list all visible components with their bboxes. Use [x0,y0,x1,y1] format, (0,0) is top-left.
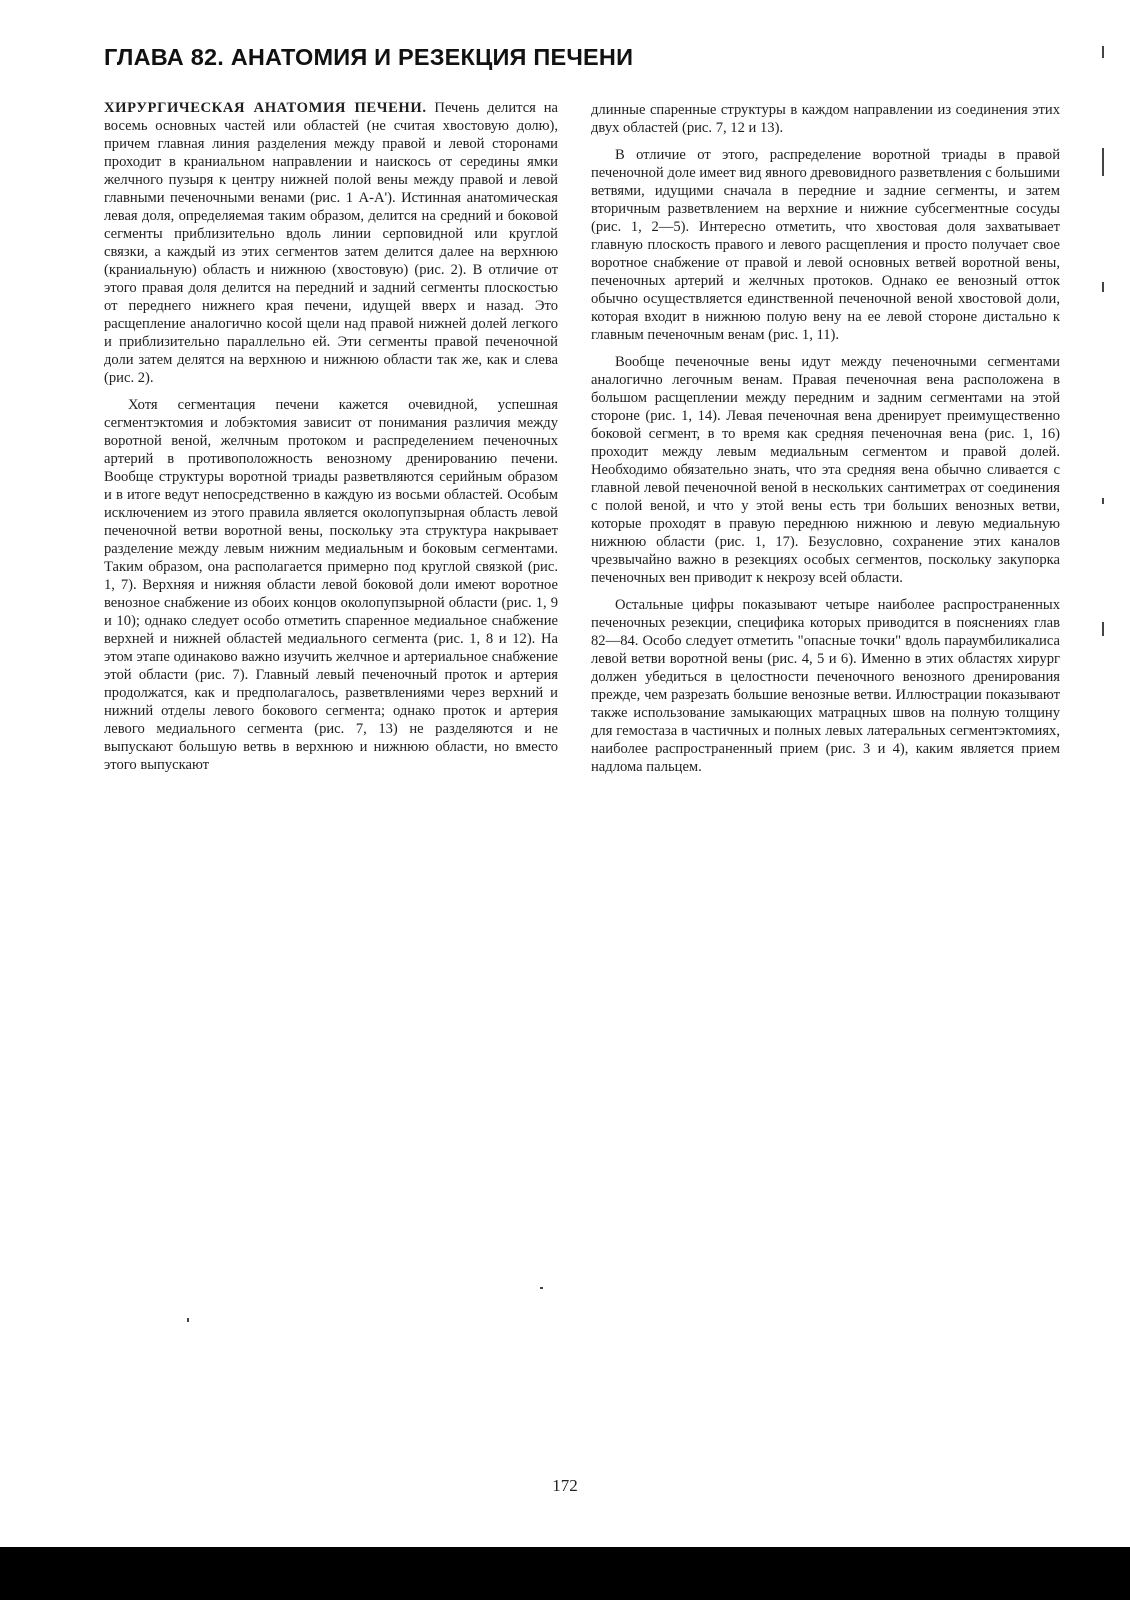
page-number: 172 [552,1476,578,1495]
paragraph: В отличие от этого, распределение воротной триады в правой печеночной доле имеет вид явного древовидного разветвления с большими ветвями, идущими сначала в передние и задние сегменты, и затем вторичным разветвлением на верхние и нижние субсегментные сосуды (рис. 1, 2—5). Интересно отметить, что хвостовая доля захватывает главную плоскость правого и левого расщепления и просто получает свое воротное снабжение от правой и левой основных ветвей воротной вены, печеночных артерий и желчных протоков. Однако ее венозный отток обычно осуществляется единственной печеночной веной хвостовой доли, которая входит в нижнюю полую вену на ее левой стороне дистально к главным печеночным венам (рис. 1, 11). [591,147,1060,343]
scan-speck [1102,148,1104,176]
scan-speck [1102,282,1104,292]
scan-speck [187,1318,189,1322]
right-column [591,101,1060,785]
paragraph: длинные спаренные структуры в каждом направлении из соединения этих двух областей (рис. 7, 12 и 13). [591,102,1060,136]
paragraph: Вообще печеночные вены идут между печеночными сегментами аналогично легочным венам. Правая печеночная вена расположена в большом расщеплении между передним и задним сегментами на этой стороне (рис. 1, 14). Левая печеночная вена дренирует преимущественно боковой сегмент, в то время как средняя печеночная вена (рис. 1, 16) проходит между левым медиальным сегментом и правой долей. Необходимо обязательно знать, что эта средняя вена обычно сливается с главной левой печеночной веной в нескольких сантиметрах от соединения с полой веной, и что у этой вены есть три больших венозных ветви, которые проходят в правую переднюю нижнюю и левую медиальную нижнюю области (рис. 1, 17). Безусловно, сохранение этих каналов чрезвычайно важно в резекциях особых сегментов, поскольку закупорка печеночных вен приводит к некрозу всей области. [591,354,1060,586]
scan-border-band [0,1547,1130,1600]
scan-speck [1102,622,1104,636]
section-heading: ХИРУРГИЧЕСКАЯ АНАТОМИЯ ПЕЧЕНИ. [104,100,427,116]
paragraph: Остальные цифры показывают четыре наиболее распространенных печеночных резекции, специфика которых приводится в пояснениях глав 82—84. Особо следует отметить "опасные точки" вдоль параумбиликалиса левой ветви воротной вены (рис. 4, 5 и 6). Именно в этих областях хирург должен убедиться в целостности печеночного венозного дренирования прежде, чем разрезать большие венозные ветви. Иллюстрации показывают также использование замыкающих матрацных швов на полную толщину для гемостаза в частичных и полных левых латеральных сегментэктомиях, наиболее распространенный прием (рис. 3 и 4), каким является прием надлома пальцем. [591,597,1060,775]
scan-speck [540,1287,543,1289]
paragraph-text: Печень делится на восемь основных частей или областей (не считая хвостовую долю), причем главная линия разделения между правой и левой сторонами проходит в краниальном направлении и наискось от середины ямки желчного пузыря к центру нижней полой вены между правой и левой главными печеночными венами (рис. 1 А-А'). Истинная анатомическая левая доля, определяемая таким образом, делится на средний и боковой сегменты приблизительно вдоль линии серповидной или круглой связки, а каждый из этих сегментов затем делится далее на верхнюю (краниальную) область и нижнюю (хвостовую) (рис. 2). В отличие от этого правая доля делится на передний и задний сегменты плоскостью от переднего нижнего края печени, идущей вверх и назад. Это расщепление аналогично косой щели над правой нижней долей легкого и приблизительно параллельно ей. Эти сегменты правой печеночной доли затем делятся на верхнюю и нижнюю области так же, как и слева (рис. 2). [104,100,559,386]
chapter-title: ГЛАВА 82. АНАТОМИЯ И РЕЗЕКЦИЯ ПЕЧЕНИ [104,44,634,70]
scan-speck [1102,46,1104,58]
left-column [104,99,558,783]
paragraph: Хотя сегментация печени кажется очевидной, успешная сегментэктомия и лобэктомия зависит от понимания различия между воротной веной, желчным протоком и распределением печеночных артерий в противоположность венозному дренированию печени. Вообще структуры воротной триады разветвляются серийным образом и в итоге ведут непосредственно в каждую из восьми областей. Особым исключением из этого правила является околопупзырная область левой печеночной ветви воротной вены, поскольку эта структура накрывает разделение между левым нижним медиальным и боковым сегментами. Таким образом, она располагается примерно под круглой связкой (рис. 1, 7). Верхняя и нижняя области левой боковой доли имеют воротное венозное снабжение из обоих концов околопупзырной области (рис. 1, 9 и 10); однако следует особо отметить спаренное медиальное снабжение верхней и нижней областей медиального сегмента (рис. 1, 8 и 12). На этом этапе одинаково важно изучить желчное и артериальное снабжение этой области (рис. 7). Главный левый печеночный проток и артерия продолжатся, как и предполагалось, разветвлениями через верхний и нижний отделы левого бокового сегмента; однако проток и артерия левого медиального сегмента (рис. 7, 13) не разделяются и не выпускают большую ветвь в верхнюю и нижнюю области, но вместо этого выпускают [104,397,558,773]
paragraph [104,99,558,387]
scan-speck [1102,498,1104,504]
